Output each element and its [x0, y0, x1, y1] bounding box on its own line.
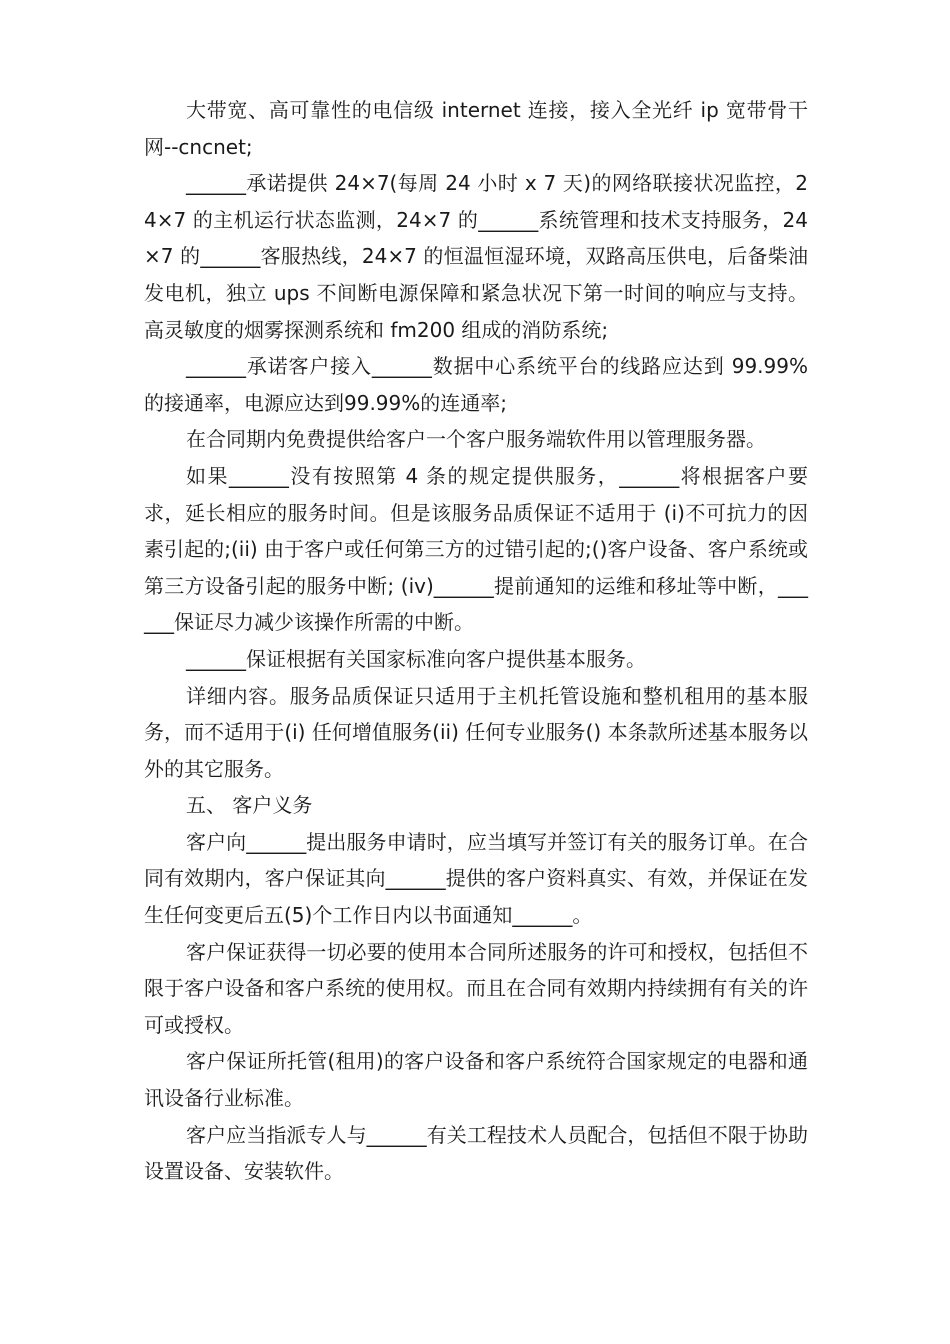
paragraph-service-exceptions: 如果______没有按照第 4 条的规定提供服务，______将根据客户要求，延长相应的服务时间。但是该服务品质保证不适用于 (i)不可抗力的因素引起的;(ii) 由于客户或任何第三方的过错引起的;()客户设备、客户系统或第三方设备引起的服务中断; (iv)______提前通知的运维和移址等中断，______保证尽力减少该操作所需的中断。: [144, 463, 808, 635]
paragraph-scope: 详细内容。服务品质保证只适用于主机托管设施和整机租用的基本服务，而不适用于(i) 任何增值服务(ii) 任何专业服务() 本条款所述基本服务以外的其它服务。: [144, 683, 808, 781]
paragraph-national-standard: ______保证根据有关国家标准向客户提供基本服务。: [186, 646, 646, 671]
document-body: [144, 92, 808, 1190]
paragraph-licenses: 客户保证获得一切必要的使用本合同所述服务的许可和授权，包括但不限于客户设备和客户系统的使用权。而且在合同有效期内持续拥有有关的许可或授权。: [144, 939, 808, 1037]
paragraph-designated-staff: 客户应当指派专人与______有关工程技术人员配合，包括但不限于协助设置设备、安装软件。: [144, 1122, 808, 1184]
paragraph-availability: ______承诺客户接入______数据中心系统平台的线路应达到 99.99%的接通率，电源应达到99.99%的连通率;: [144, 354, 808, 415]
paragraph-equipment-standards: 客户保证所托管(租用)的客户设备和客户系统符合国家规定的电器和通讯设备行业标准。: [144, 1049, 808, 1111]
paragraph-network: 大带宽、高可靠性的电信级 internet 连接，接入全光纤 ip 宽带骨干网--cncnet;: [144, 98, 808, 159]
paragraph-service-commitment: ______承诺提供 24×7(每周 24 小时 x 7 天)的网络联接状况监控，24×7 的主机运行状态监测，24×7 的______系统管理和技术支持服务，24×7 的______客服热线，24×7 的恒温恒湿环境，双路高压供电，后备柴油发电机，独立 ups 不间断电源保障和紧急状况下第一时间的响应与支持。高灵敏度的烟雾探测系统和 fm200 组成的消防系统;: [144, 171, 808, 342]
section-heading-client-obligations: 五、 客户义务: [186, 793, 313, 818]
paragraph-free-software: 在合同期内免费提供给客户一个客户服务端软件用以管理服务器。: [186, 427, 766, 452]
paragraph-service-order: 客户向______提出服务申请时，应当填写并签订有关的服务订单。在合同有效期内，客户保证其向______提供的客户资料真实、有效，并保证在发生任何变更后五(5)个工作日内以书面通知______。: [144, 829, 808, 928]
